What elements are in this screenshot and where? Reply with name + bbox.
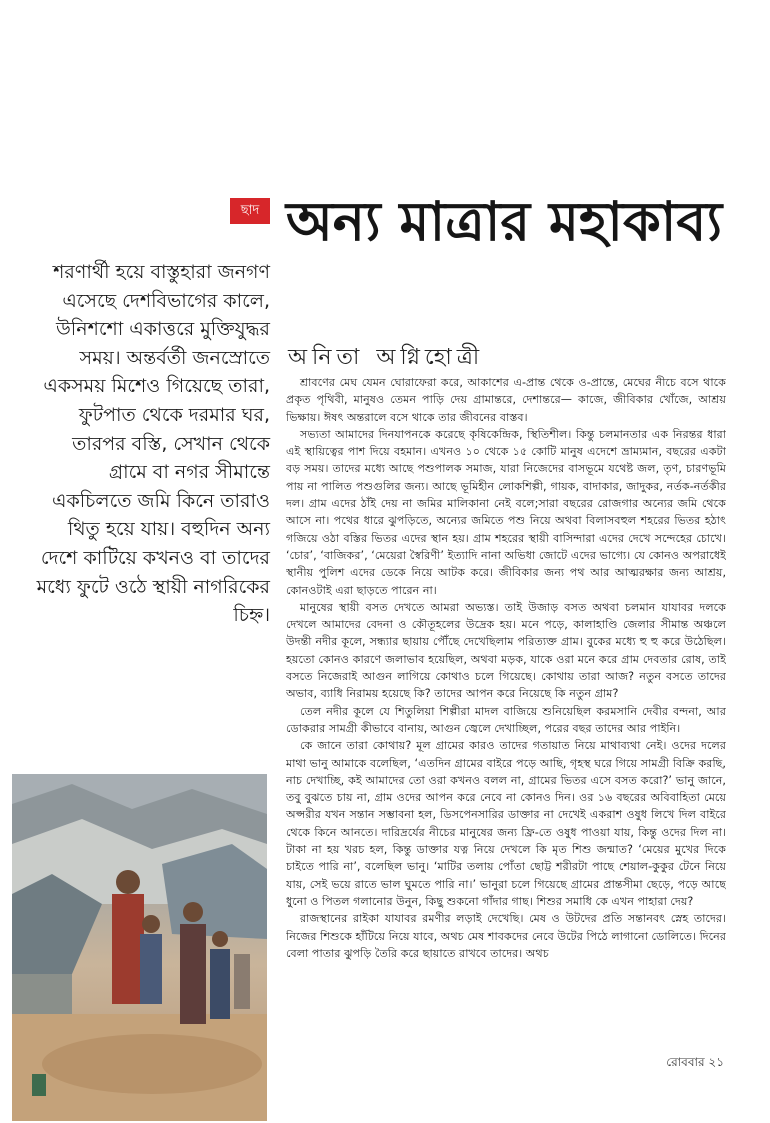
- section-badge: ছাদ: [230, 198, 270, 224]
- body-paragraph: সভ্যতা আমাদের দিনযাপনকে করেছে কৃষিকেন্দ্রিক, স্থিতিশীল। কিন্তু চলমানতার এক নিরন্তর ধারা এই স্থায়িত্বের পাশ দিয়ে বহমান। এখনও ১০ থেকে ১৫ কোটি মানুষ এদেশে ভ্রাম্যমান, বছরের একটা বড় সময়। তাদের মধ্যে আছে পশুপালক সমাজ, যারা নিজেদের বাসভূমে যথেষ্ট জল, তৃণ, চারণভূমি পায় না পালিত পশুগুলির জন্য। আছে ভূমিহীন লোকশিল্পী, গায়ক, বাদাকার, জাদুকর, নর্তক-নর্তকীর দল। গ্রাম এদের ঠাঁই দেয় না জমির মালিকানা নেই বলে;সারা বছরের রোজগার অন্যের জমি থেকে আসে না। পথের ধারে ঝুপড়িতে, অন্যের জমিতে পশু নিয়ে অথবা বিলাসবহুল শহরের ভিতর হঠাৎ গজিয়ে ওঠা বস্তির ভিতর এদের স্থান হয়। গ্রাম শহরের স্থায়ী বাসিন্দারা এদের দেখে সন্দেহের চোখে। ‘চোর’, ‘বাজিকর’, ‘মেয়েরা স্বৈরিণী’ ইত্যাদি নানা অভিধা জোটে এদের ভাগ্যে। যে কোনও অপরাধেই স্থানীয় পুলিশ এদের ডেকে নিয়ে আটক করে। জীবিকার জন্য পথ আর আত্মরক্ষার জন্য আশ্রয়, কোনওটাই এরা ছাড়তে পারেন না।: [286, 427, 726, 597]
- body-paragraph: রাজস্থানের রাইকা যাযাবর রমণীর লড়াই দেখেছি। মেষ ও উটদের প্রতি সন্তানবৎ স্নেহ তাদের। নিজের শিশুকে হাঁটিয়ে নিয়ে যাবে, অথচ মেষ শাবকদের নেবে উটের পিঠে লাগানো ডোলিতে। দিনের বেলা পাতার ঝুপড়ি তৈরি করে ছায়াতে রাখবে তাদের। অথচ: [286, 912, 726, 960]
- body-paragraph: কে জানে তারা কোথায়? মূল গ্রামের কারও তাদের গতায়াত নিয়ে মাথাব্যথা নেই। ওদের দলের মাথা ভানু আমাকে বলেছিল, ‘এতদিন গ্রামের বাইরে পড়ে আছি, গৃহস্থ ঘরে গিয়ে সামগ্রী বিক্রি করছি, নাচ দেখাচ্ছি, কই আমাদের তো ওরা কখনও বলল না, গ্রামের ভিতর এসে বসত করো?’ ভানু জানে, তবু বুঝতে চায় না, গ্রাম ওদের আপন করে নেবে না কোনও দিন। ওর ১৬ বছরের অবিবাহিতা মেয়ে অপ্সরীর যখন সন্তান সম্ভাবনা হল, ডিসপেনসারির ডাক্তার না দেখেই একরাশ ওষুধ লিখে দিল বাইরে থেকে কিনে আনতে। দারিদ্রর্যের নীচের মানুষের জন্য ফ্রি-তে ওষুধ পাওয়া যায়, কিন্তু ওদের দিল না। টাকা না হয় খরচ হল, কিন্তু ডাক্তার যত্ন নিয়ে দেখলে কি মৃত শিশু জন্মাত? ‘মেয়ের মুখের দিকে চাইতে পারি না’, বলেছিল ভানু। ‘মাটির তলায় পোঁতা ছোট্ট শরীরটা পাছে শেয়াল-কুকুর টেনে নিয়ে যায়, সেই ভয়ে রাতে ভাল ঘুমতে পারি না।’ ভানুরা চলে গিয়েছে গ্রামের প্রান্তসীমা ছেড়ে, পড়ে আছে ধুনো ও পিতল গলানোর উনুন, কিছু শুকনো গাঁদার গাছ। শিশুর সমাধি কে এখন পাহারা দেয়?: [286, 739, 726, 908]
- author-byline: অনিতা অগ্নিহোত্রী: [288, 345, 485, 370]
- article-title: অন্য মাত্রার মহাকাব্য: [286, 189, 723, 253]
- body-paragraph: তেল নদীর কূলে যে শিতুলিয়া শিল্পীরা মাদল বাজিয়ে শুনিয়েছিল করমসানি দেবীর বন্দনা, আর ডোকরার সামগ্রী কীভাবে বানায়, আগুন জ্বেলে দেখাচ্ছিল, পরের বছর তাদের আর পাইনি।: [286, 704, 726, 735]
- refugee-camp-photo: [12, 774, 267, 1121]
- page-folio: রোববার ২১: [666, 1055, 724, 1069]
- body-paragraph: মানুষের স্থায়ী বসত দেখতে আমরা অভ্যস্ত। তাই উজাড় বসত অথবা চলমান যাযাবর দলকে দেখলে আমাদের বেদনা ও কৌতূহলের উদ্রেক হয়। মনে পড়ে, কালাহাণ্ডি জেলার সীমান্ত অঞ্চলে উদন্তী নদীর কূলে, সন্ধ্যার ছায়ায় পৌঁছে দেখেছিলাম পরিত্যক্ত গ্রাম। বুকের মধ্যে হু হু করে উঠেছিল। হয়তো কোনও কারণে জলাভাব হয়েছিল, অথবা মড়ক, যাকে ওরা মনে করে গ্রাম দেবতার রোষ, তাই বসতে নিজেরাই আগুন লাগিয়ে কোথাও চলে গিয়েছে। কোথায় তারা আজ? নতুন বসতে তাদের অভাব, ব্যাধি নিরাময় হয়েছে কি? তাদের আপন করে নিয়েছে কি নতুন গ্রাম?: [286, 600, 726, 701]
- pull-quote: শরণার্থী হয়ে বাস্তুহারা জনগণ এসেছে দেশবিভাগের কালে, উনিশশো একাত্তরে মুক্তিযুদ্ধর সময়। অন্তর্বর্তী জনস্রোতে একসময় মিশেও গিয়েছে তারা, ফুটপাত থেকে দরমার ঘর, তারপর বস্তি, সেখান থেকে গ্রামে বা নগর সীমান্তে একচিলতে জমি কিনে তারাও থিতু হয়ে যায়। বহুদিন অন্য দেশে কাটিয়ে কখনও বা তাদের মধ্যে ফুটে ওঠে স্থায়ী নাগরিকের চিহ্ন।: [36, 261, 270, 627]
- body-paragraph: শ্রাবণের মেঘ যেমন ঘোরাফেরা করে, আকাশের এ-প্রান্ত থেকে ও-প্রান্তে, মেঘের নীচে বসে থাকে প্রকৃত পৃথিবী, মানুষও তেমন পাড়ি দেয় গ্রামান্তরে, দেশান্তরে— কাজে, জীবিকার খোঁজে, আশ্রয় ভিক্ষায়। ঈষৎ অন্তরালে বসে থাকে তার জীবনের বাস্তব।: [286, 376, 726, 424]
- article-body: [286, 374, 726, 1054]
